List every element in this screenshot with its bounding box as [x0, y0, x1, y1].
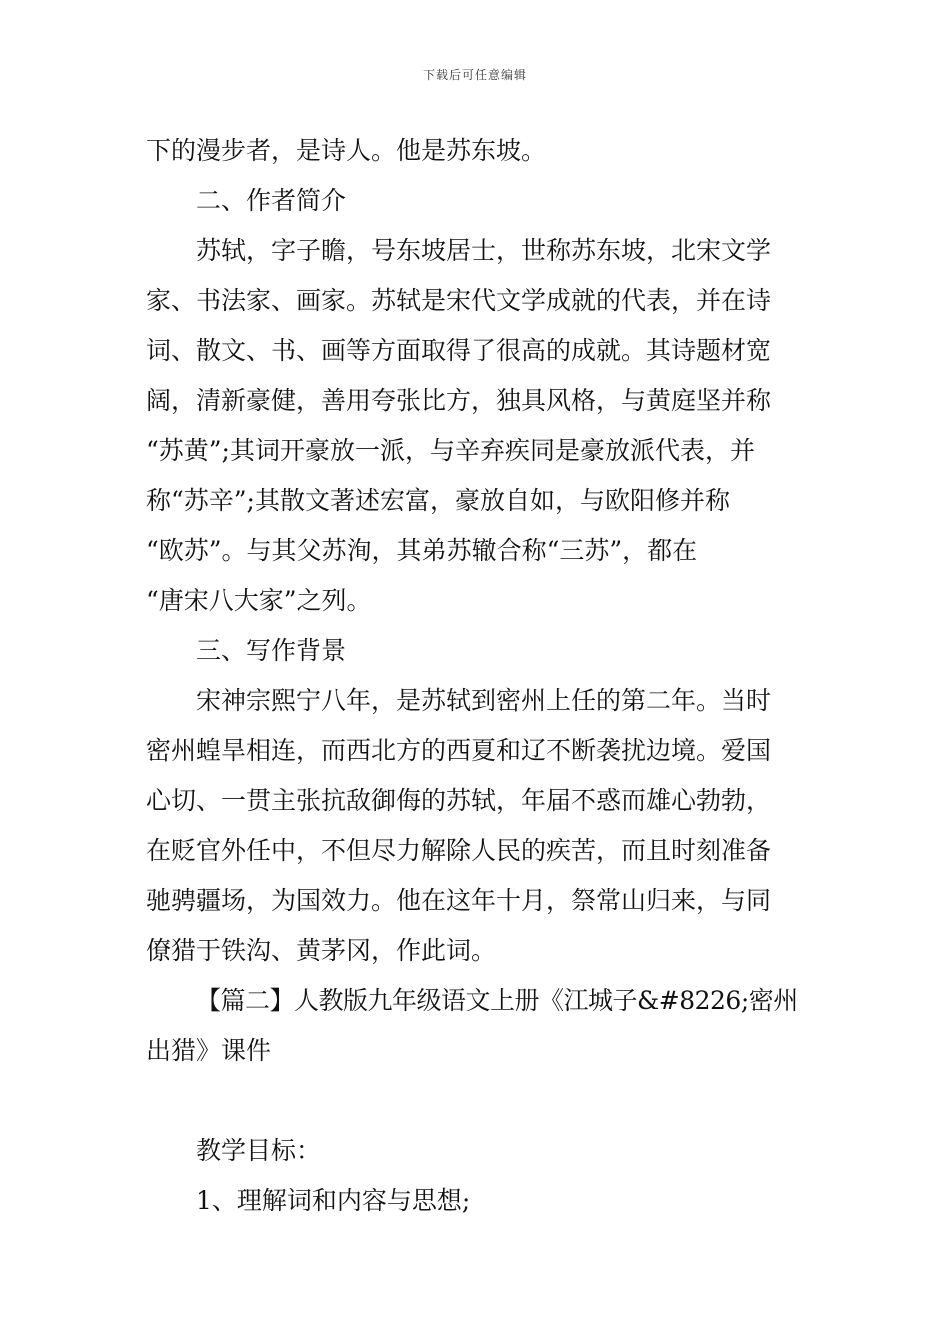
text-line: 在贬官外任中，不但尽力解除人民的疾苦，而且时刻准备 — [146, 836, 772, 865]
text-line: 驰骋疆场，为国效力。他在这年十月，祭常山归来，与同 — [146, 886, 772, 915]
text-line: 僚猎于铁沟、黄茅冈，作此词。 — [146, 936, 497, 965]
text-line: 家、书法家、画家。苏轼是宋代文学成就的代表，并在诗 — [146, 286, 772, 315]
text-line: 密州蝗旱相连，而西北方的西夏和辽不断袭扰边境。爱国 — [146, 736, 772, 765]
document-body — [146, 126, 806, 1226]
teaching-goals-heading: 教学目标： — [196, 1136, 322, 1165]
part-two-title-continued: 出猎》课件 — [146, 1036, 272, 1065]
text-line: 宋神宗熙宁八年，是苏轼到密州上任的第二年。当时 — [196, 686, 772, 715]
blank-line — [146, 1076, 806, 1126]
page-header-note: 下载后可任意编辑 — [422, 68, 527, 82]
text-line: 下的漫步者，是诗人。他是苏东坡。 — [146, 136, 547, 165]
text-line: 称“苏辛”;其散文著述宏富，豪放自如，与欧阳修并称 — [146, 486, 730, 515]
text-line: “欧苏”。与其父苏洵，其弟苏辙合称“三苏”，都在 — [146, 536, 698, 565]
text-line: 词、散文、书、画等方面取得了很高的成就。其诗题材宽 — [146, 336, 772, 365]
text-line: 苏轼，字子瞻，号东坡居士，世称苏东坡，北宋文学 — [196, 236, 772, 265]
text-line: 心切、一贯主张抗敌御侮的苏轼，年届不惑而雄心勃勃， — [146, 786, 772, 815]
teaching-goal-item: 1、理解词和内容与思想; — [196, 1186, 471, 1215]
section-heading-author: 二、作者简介 — [196, 186, 347, 215]
text-line: “苏黄”;其词开豪放一派，与辛弃疾同是豪放派代表，并 — [146, 436, 755, 465]
text-line: 阔，清新豪健，善用夸张比方，独具风格，与黄庭坚并称 — [146, 386, 772, 415]
section-heading-background: 三、写作背景 — [196, 636, 347, 665]
part-two-title: 【篇二】人教版九年级语文上册《江城子&#8226;密州 — [196, 986, 798, 1015]
text-line: “唐宋八大家”之列。 — [146, 586, 372, 615]
